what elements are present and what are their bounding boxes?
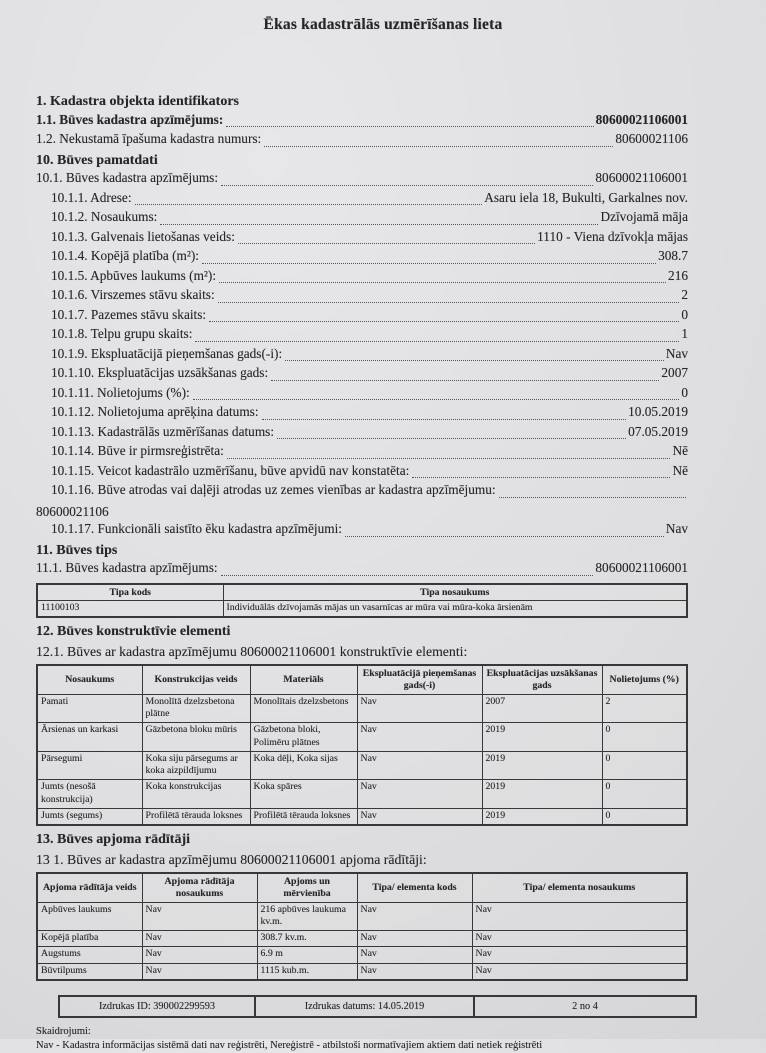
table-cell: Nav [357,723,482,751]
footnotes-heading: Skaidrojumi: [36,1025,688,1039]
volume-indicators-table [36,872,688,981]
footnotes [36,1025,688,1053]
table-row [37,694,687,722]
table-cell: Nav [142,963,257,980]
dotted-row [36,190,688,210]
table-cell: Pamati [37,694,142,722]
table-cell: 0 [602,723,687,751]
table-cell: Koka spāres [250,780,357,808]
table-cell: Būvtilpums [37,963,142,980]
table-cell: Gāzbetona bloku mūris [142,723,250,751]
section-12-subheading: 12.1. Būves ar kadastra apzīmējumu 80600021106001 konstruktīvie elementi: [36,642,688,662]
dotted-leader [271,380,659,381]
dotted-leader [218,302,680,303]
column-header: Ekspluatācijas uzsākšanas gads [482,665,602,694]
dotted-row [36,424,688,444]
section-13-subheading: 13 1. Būves ar kadastra apzīmējumu 80600021106001 apjoma rādītāji: [36,850,688,870]
dotted-leader [277,438,626,439]
table-cell: Koka dēļi, Koka sijas [250,751,357,779]
dotted-leader [195,341,679,342]
row-value: 80600021106001 [595,560,688,576]
table-cell: Nav [357,963,472,980]
dotted-row [36,404,688,424]
dotted-leader [202,263,656,264]
row-label: 10.1.17. Funkcionāli saistīto ēku kadastra apzīmējumi: [51,521,342,537]
print-info-table [58,995,697,1018]
table-cell: Jumts (segums) [37,808,142,825]
column-header: Nolietojums (%) [602,665,687,694]
table-cell: Individuālās dzīvojamās mājas un vasarnīcas ar mūra vai mūra-koka ārsienām [223,601,687,618]
building-type-table [36,583,688,619]
table-row [37,601,687,618]
table-row [37,931,687,947]
row-label: 10.1.12. Nolietojuma aprēķina datums: [51,404,259,420]
row-label: 10.1.16. Būve atrodas vai daļēji atrodas uz zemes vienības ar kadastra apzīmējumu: [51,482,496,498]
table-cell: Nav [472,902,687,930]
table-cell: 2 [602,694,687,722]
row-value: 80600021106001 [595,170,688,186]
row-value: Nē [672,443,688,459]
document-title: Ēkas kadastrālās uzmērīšanas lieta [0,0,766,34]
table-cell: Nav [142,902,257,930]
dotted-leader [238,243,535,244]
table-cell: Pārsegumi [37,751,142,779]
column-header: Ekspluatācijā pieņemšanas gads(-i) [357,665,482,694]
data-table [36,872,688,981]
table-cell: Nav [472,931,687,947]
table-cell: 6.9 m [257,947,357,963]
table-cell: Nav [357,931,472,947]
dotted-row [36,307,688,327]
table-cell: 216 apbūves laukuma kv.m. [257,902,357,930]
dotted-leader [221,575,594,576]
dotted-row [36,112,688,132]
print-id: Izdrukas ID: 390002299593 [60,997,256,1016]
row-label: 10.1. Būves kadastra apzīmējums: [36,170,218,186]
table-cell: 2019 [482,723,602,751]
section-11-rows [36,560,688,580]
table-cell: 0 [602,808,687,825]
dotted-leader [262,419,627,420]
dotted-row [36,385,688,405]
page-number: 2 no 4 [475,997,695,1016]
dotted-leader [209,321,679,322]
dotted-leader [160,224,598,225]
dotted-leader [193,399,680,400]
dotted-leader [219,282,666,283]
row-label: 10.1.1. Adrese: [51,190,132,206]
table-cell: Nav [142,931,257,947]
table-cell: Nav [472,947,687,963]
dotted-row [36,229,688,249]
row-label: 1.1. Būves kadastra apzīmējums: [36,112,223,128]
column-header: Tipa nosaukums [223,584,687,601]
row-label: 10.1.11. Nolietojums (%): [51,385,190,401]
table-cell: 11100103 [37,601,223,618]
dotted-row [36,248,688,268]
row-value: Nav [666,346,688,362]
dotted-row [36,326,688,346]
row-value: 2 [681,287,688,303]
dotted-row [36,170,688,190]
row-value: 10.05.2019 [628,404,688,420]
dotted-leader [221,185,593,186]
row-value: Dzīvojamā māja [600,209,688,225]
table-cell: Monolītais dzelzsbetons [250,694,357,722]
table-cell: Gāzbetona bloki, Polimēru plātnes [250,723,357,751]
dotted-leader [227,458,671,459]
table-row [37,780,687,808]
table-cell: Koka siju pārsegums ar koka aizpildījumu [142,751,250,779]
column-header: Tipa/ elementa kods [357,873,472,902]
row-value: 0 [681,307,688,323]
table-cell: Profilētā tērauda loksnes [250,808,357,825]
data-table [36,583,688,619]
dotted-row [36,482,688,502]
construction-elements-table [36,664,688,826]
table-cell: 0 [602,751,687,779]
dotted-row [36,346,688,366]
row-label: 10.1.5. Apbūves laukums (m²): [51,268,216,284]
table-cell: 308.7 kv.m. [257,931,357,947]
dotted-leader [264,146,613,147]
dotted-row [36,287,688,307]
table-cell: Nav [142,947,257,963]
row-label: 10.1.7. Pazemes stāvu skaits: [51,307,206,323]
row-value: Nē [672,463,688,479]
section-10-heading: 10. Būves pamatdati [36,151,688,171]
table-cell: Monolītā dzelzsbetona plātne [142,694,250,722]
table-cell: Nav [472,963,687,980]
dotted-leader [135,204,483,205]
table-cell: Kopējā platība [37,931,142,947]
row-label: 10.1.9. Ekspluatācijā pieņemšanas gads(-i): [51,346,282,362]
dotted-row [36,443,688,463]
print-date: Izdrukas datums: 14.05.2019 [256,997,475,1016]
dotted-row [36,560,688,580]
row-label: 10.1.15. Veicot kadastrālo uzmērīšanu, būve apvidū nav konstatēta: [51,463,409,479]
table-cell: 2019 [482,751,602,779]
table-cell: Nav [357,902,472,930]
row-value: 1 [681,326,688,342]
row-value: 2007 [661,365,688,381]
dotted-leader [499,497,686,498]
column-header: Tipa kods [37,584,223,601]
column-header: Apjoms un mērvienība [257,873,357,902]
table-cell: Nav [357,780,482,808]
row-value: 216 [668,268,688,284]
dotted-row [36,209,688,229]
table-cell: 1115 kub.m. [257,963,357,980]
column-header: Nosaukums [37,665,142,694]
section-10-rows [36,170,688,541]
row-value: Nav [666,521,688,537]
section-11-heading: 11. Būves tips [36,541,688,561]
table-row [37,963,687,980]
row-label: 10.1.2. Nosaukums: [51,209,157,225]
dotted-row [36,365,688,385]
table-cell: Profilētā tērauda loksnes [142,808,250,825]
table-cell: Nav [357,808,482,825]
table-cell: Jumts (nesošā konstrukcija) [37,780,142,808]
row-value: 1110 - Viena dzīvokļa mājas [537,229,688,245]
dotted-row [36,463,688,483]
column-header: Materiāls [250,665,357,694]
table-cell: 2019 [482,780,602,808]
dotted-row [36,268,688,288]
row-label: 11.1. Būves kadastra apzīmējums: [36,560,218,576]
table-cell: Nav [357,694,482,722]
table-cell: Apbūves laukums [37,902,142,930]
table-cell: 2007 [482,694,602,722]
table-cell: Ārsienas un karkasi [37,723,142,751]
row-value: 80600021106 [615,131,688,147]
footnote-nav-explanation: Nav - Kadastra informācijas sistēmā dati nav reģistrēti, Nereģistrē - atbilstoši normatīvajiem aktiem dati netiek reģistrēti [36,1039,688,1053]
dotted-leader [412,477,670,478]
row-label: 10.1.6. Virszemes stāvu skaits: [51,287,215,303]
column-header: Tipa/ elementa nosaukums [472,873,687,902]
row-label: 10.1.3. Galvenais lietošanas veids: [51,229,235,245]
row-label: 10.1.4. Kopējā platība (m²): [51,248,199,264]
row-value-wrapped: 80600021106 [36,502,688,522]
column-header: Apjoma rādītāja veids [37,873,142,902]
dotted-row [36,521,688,541]
column-header: Apjoma rādītāja nosaukums [142,873,257,902]
row-label: 10.1.14. Būve ir pirmsreģistrēta: [51,443,224,459]
dotted-leader [345,536,664,537]
section-12-heading: 12. Būves konstruktīvie elementi [36,622,688,642]
dotted-leader [285,360,664,361]
table-cell: Augstums [37,947,142,963]
dotted-row [36,131,688,151]
row-value: 07.05.2019 [628,424,688,440]
document-content [36,92,688,1053]
row-value: 0 [681,385,688,401]
table-row [37,808,687,825]
section-13-heading: 13. Būves apjoma rādītāji [36,830,688,850]
table-row [37,947,687,963]
table-cell: Nav [357,947,472,963]
table-cell: Nav [357,751,482,779]
row-value: 308.7 [658,248,688,264]
column-header: Konstrukcijas veids [142,665,250,694]
row-label: 10.1.13. Kadastrālās uzmērīšanas datums: [51,424,274,440]
section-1-rows [36,112,688,151]
table-cell: 0 [602,780,687,808]
table-cell: 2019 [482,808,602,825]
dotted-leader [226,126,593,127]
row-label: 10.1.10. Ekspluatācijas uzsākšanas gads: [51,365,268,381]
section-1-heading: 1. Kadastra objekta identifikators [36,92,688,112]
row-value: Asaru iela 18, Bukulti, Garkalnes nov. [484,190,688,206]
table-cell: Koka konstrukcijas [142,780,250,808]
table-row [37,751,687,779]
table-row [37,902,687,930]
row-label: 10.1.8. Telpu grupu skaits: [51,326,192,342]
data-table [36,664,688,826]
row-value: 80600021106001 [596,112,688,128]
table-row [37,723,687,751]
row-label: 1.2. Nekustamā īpašuma kadastra numurs: [36,131,261,147]
